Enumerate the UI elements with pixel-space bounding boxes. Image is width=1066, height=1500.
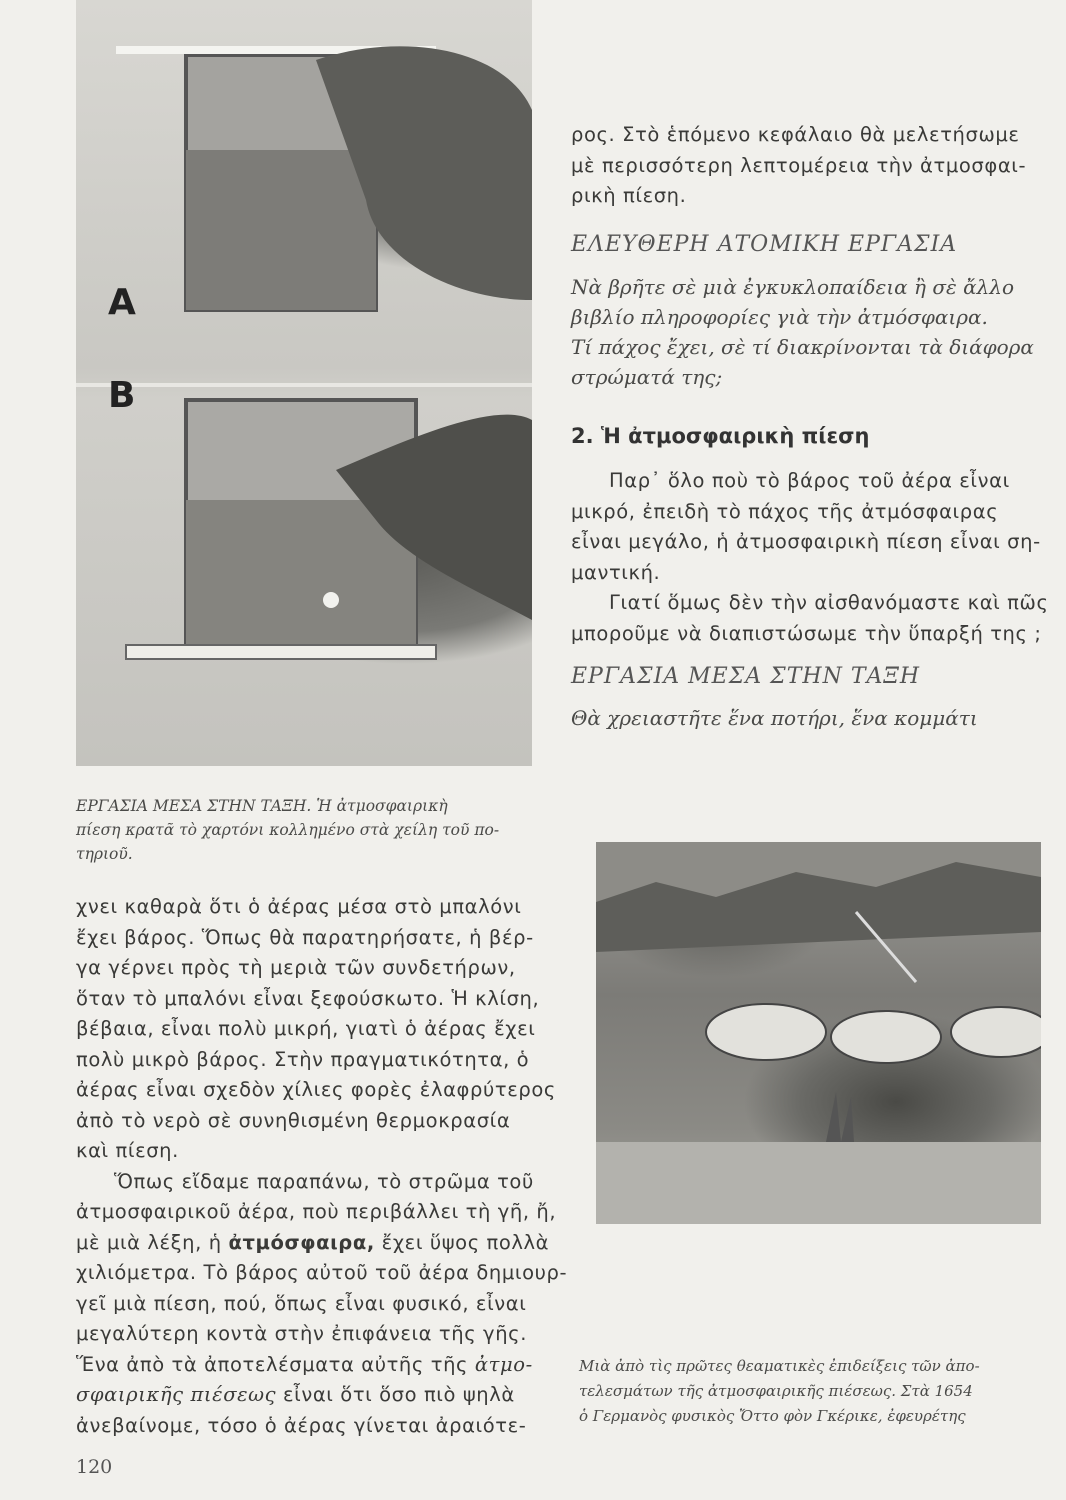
- italic-term: ἀτμο-: [474, 1352, 533, 1376]
- left-body: [76, 892, 568, 1441]
- class-work-title: ΕΡΓΑΣΙΑ ΜΕΣΑ ΣΤΗΝ ΤΑΞΗ: [571, 664, 921, 689]
- text-line: ἀέρας εἶναι σχεδὸν χίλιες φορὲς ἐλαφρύτερος: [76, 1078, 556, 1101]
- text-span: ἔχει ὕψος πολλὰ: [374, 1230, 550, 1254]
- page-number: 120: [76, 1456, 113, 1478]
- fingernail-b: [323, 592, 339, 608]
- text-line: χνει καθαρὰ ὅτι ὁ ἀέρας μέσα στὸ μπαλόνι: [76, 895, 522, 918]
- photo-label-b: B: [108, 375, 136, 416]
- bold-term: ἀτμόσφαιρα,: [228, 1230, 375, 1254]
- text-line: μὲ περισσότερη λεπτομέρεια τὴν ἀτμοσφαι-: [571, 153, 1027, 177]
- horses: [706, 1004, 1041, 1063]
- text-line: μαντική.: [571, 560, 661, 584]
- text-line: Γιατί ὅμως δὲν τὴν αἰσθανόμαστε καὶ πῶς: [609, 591, 1049, 614]
- text-line: μεγαλύτερη κοντὰ στὴν ἐπιφάνεια τῆς γῆς.: [76, 1322, 528, 1345]
- text-line: μποροῦμε νὰ διαπιστώσωμε τὴν ὕπαρξή της ;: [571, 621, 1042, 645]
- text-line: καὶ πίεση.: [76, 1139, 179, 1162]
- text-line: εἶναι μεγάλο, ἡ ἀτμοσφαιρικὴ πίεση εἶναι ση-: [571, 530, 1041, 553]
- text-line-pressure: [76, 1380, 536, 1411]
- text-line: ἀνεβαίνομε, τόσο ὁ ἀέρας γίνεται ἀραιότε-: [76, 1413, 527, 1437]
- horse-2: [831, 1011, 941, 1063]
- text-line: Τί πάχος ἔχει, σὲ τί διακρίνονται τὰ διάφορα: [571, 335, 1034, 359]
- text-line: γα γέρνει πρὸς τὴ μεριὰ τῶν συνδετήρων,: [76, 956, 516, 979]
- text-line: Νὰ βρῆτε σὲ μιὰ ἐγκυκλοπαίδεια ἢ σὲ ἄλλο: [571, 275, 1015, 299]
- text-line: Παρ᾽ ὅλο ποὺ τὸ βάρος τοῦ ἀέρα εἶναι: [609, 469, 1010, 492]
- horses-engraving-drawing: [596, 842, 1041, 1224]
- text-line: ἀτμοσφαιρικοῦ ἀέρα, ποὺ περιβάλλει τὴ γῆ, ἤ,: [76, 1200, 557, 1223]
- photo-divider: [76, 383, 532, 387]
- text-line-atmosphere: [76, 1228, 550, 1259]
- free-work-title: ΕΛΕΥΘΕΡΗ ΑΤΟΜΙΚΗ ΕΡΓΑΣΙΑ: [571, 232, 958, 257]
- text-line: ὅταν τὸ μπαλόνι εἶναι ξεφούσκωτο. Ἡ κλίση,: [76, 986, 540, 1010]
- grass: [826, 1092, 854, 1142]
- caption-line: τηριοῦ.: [76, 845, 133, 863]
- text-line: πολὺ μικρὸ βάρος. Στὴν πραγματικότητα, ὁ: [76, 1047, 530, 1071]
- ground: [596, 1142, 1041, 1224]
- text-line: γεῖ μιὰ πίεση, πού, ὅπως εἶναι φυσικό, εἶναι: [76, 1291, 527, 1315]
- caption-line: ΕΡΓΑΣΙΑ ΜΕΣΑ ΣΤΗΝ ΤΑΞΗ. Ἡ ἀτμοσφαιρικὴ: [76, 797, 448, 815]
- text-line: στρώματά της;: [571, 365, 723, 389]
- text-line: ἔχει βάρος. Ὅπως θὰ παρατηρήσατε, ἡ βέρ-: [76, 925, 534, 949]
- right-intro: [571, 120, 1033, 212]
- text-line-effects: [76, 1350, 536, 1381]
- cardboard-b: [126, 645, 436, 659]
- free-work-body: [571, 272, 1033, 392]
- text-span: μὲ μιὰ λέξη, ἡ: [76, 1230, 229, 1254]
- text-span: εἶναι ὅτι ὅσο πιὸ ψηλὰ: [276, 1383, 515, 1406]
- photo-caption: [76, 794, 532, 866]
- text-line: μικρό, ἐπειδὴ τὸ πάχος τῆς ἀτμόσφαιρας: [571, 499, 999, 523]
- caption-line: τελεσμάτων τῆς ἀτμοσφαιρικῆς πιέσεως. Στὰ 1654: [579, 1382, 973, 1400]
- experiment-photo: [76, 0, 532, 766]
- text-line: βέβαια, εἶναι πολὺ μικρή, γιατὶ ὁ ἀέρας ἔχει: [76, 1017, 536, 1040]
- horses-engraving: [596, 842, 1041, 1224]
- caption-line: Μιὰ ἀπὸ τὶς πρῶτες θεαματικὲς ἐπιδείξεις τῶν ἀπο-: [579, 1357, 980, 1375]
- experiment-photo-drawing: [76, 0, 532, 766]
- horse-1: [706, 1004, 826, 1060]
- text-span: Ἕνα ἀπὸ τὰ ἀποτελέσματα αὐτῆς τῆς: [76, 1352, 475, 1376]
- class-work-line: Θὰ χρειαστῆτε ἕνα ποτήρι, ἕνα κομμάτι: [571, 706, 978, 730]
- caption-line: πίεση κρατᾶ τὸ χαρτόνι κολλημένο στὰ χείλη τοῦ πο-: [76, 821, 500, 839]
- photo-label-a: A: [108, 282, 136, 323]
- text-line: Ὅπως εἴδαμε παραπάνω, τὸ στρῶμα τοῦ: [114, 1169, 534, 1193]
- caption-line: ὁ Γερμανὸς φυσικὸς Ὄττο φὸν Γκέρικε, ἐφευρέτης: [579, 1407, 966, 1425]
- text-line: ρικὴ πίεση.: [571, 184, 687, 207]
- engraving-caption: [579, 1354, 1039, 1429]
- italic-term: σφαιρικῆς πιέσεως: [76, 1383, 277, 1406]
- horse-3: [951, 1007, 1041, 1057]
- section-heading: 2. Ἡ ἀτμοσφαιρικὴ πίεση: [571, 424, 870, 448]
- glass-a-water: [186, 150, 376, 310]
- section-para-1: [571, 466, 1049, 649]
- text-line: χιλιόμετρα. Τὸ βάρος αὐτοῦ τοῦ ἀέρα δημιουρ-: [76, 1261, 568, 1284]
- text-line: βιβλίο πληροφορίες γιὰ τὴν ἀτμόσφαιρα.: [571, 305, 988, 329]
- text-line: ρος. Στὸ ἑπόμενο κεφάλαιο θὰ μελετήσωμε: [571, 123, 1020, 146]
- text-line: ἀπὸ τὸ νερὸ σὲ συνηθισμένη θερμοκρασία: [76, 1108, 511, 1132]
